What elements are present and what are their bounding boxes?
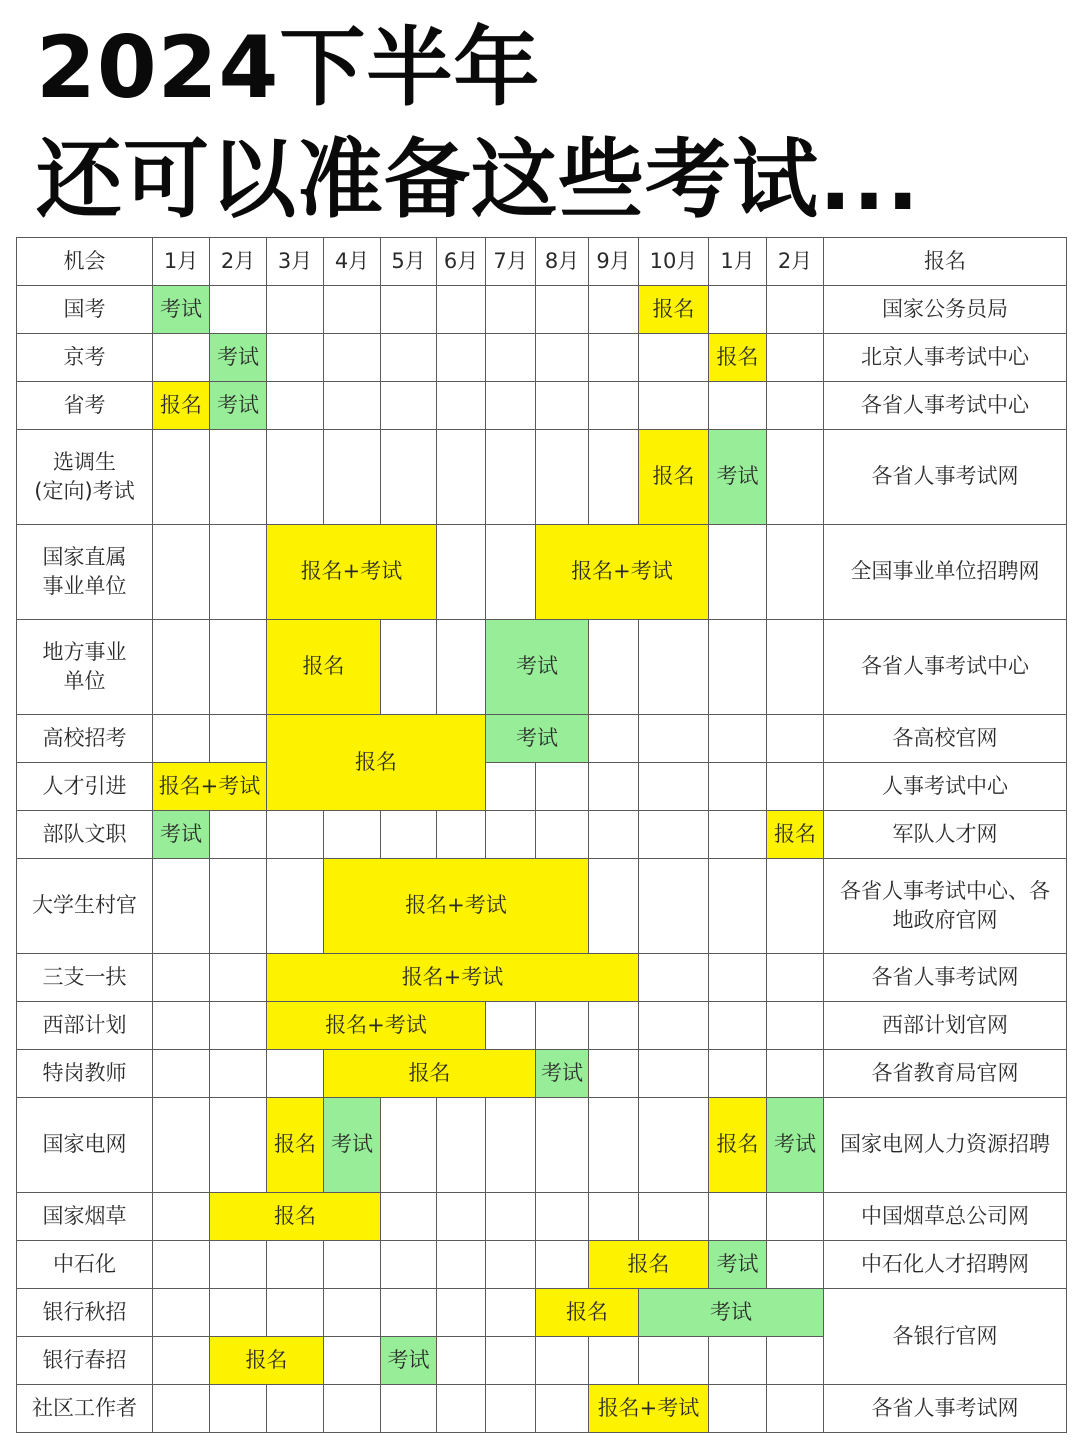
header-month: 6月	[437, 238, 486, 286]
empty-cell	[324, 286, 381, 334]
row-signup-site: 各省人事考试网	[824, 430, 1067, 525]
empty-cell	[709, 715, 767, 763]
registration-bar: 报名	[267, 715, 486, 811]
empty-cell	[437, 1289, 486, 1337]
empty-cell	[589, 1002, 639, 1050]
row-name: 国家直属 事业单位	[17, 525, 153, 620]
empty-cell	[437, 286, 486, 334]
empty-cell	[210, 1289, 267, 1337]
row-name: 部队文职	[17, 811, 153, 859]
table-row	[17, 1050, 1067, 1098]
registration-bar: 报名	[639, 430, 709, 525]
empty-cell	[536, 1193, 589, 1241]
exam-bar: 考试	[767, 1098, 824, 1193]
empty-cell	[437, 1098, 486, 1193]
empty-cell	[210, 620, 267, 715]
empty-cell	[437, 1385, 486, 1433]
empty-cell	[210, 525, 267, 620]
empty-cell	[267, 1050, 324, 1098]
row-signup-site: 各省人事考试中心	[824, 620, 1067, 715]
table-row	[17, 525, 1067, 620]
empty-cell	[767, 334, 824, 382]
empty-cell	[381, 334, 437, 382]
empty-cell	[210, 430, 267, 525]
empty-cell	[267, 1289, 324, 1337]
empty-cell	[709, 1337, 767, 1385]
row-name: 国考	[17, 286, 153, 334]
row-signup-site: 各高校官网	[824, 715, 1067, 763]
table-row	[17, 1385, 1067, 1433]
empty-cell	[709, 525, 767, 620]
row-name: 银行春招	[17, 1337, 153, 1385]
empty-cell	[267, 382, 324, 430]
page-title-line1: 2024下半年	[36, 18, 541, 118]
header-opportunity: 机会	[17, 238, 153, 286]
empty-cell	[486, 334, 536, 382]
row-signup-site: 中石化人才招聘网	[824, 1241, 1067, 1289]
empty-cell	[639, 1050, 709, 1098]
empty-cell	[153, 430, 210, 525]
empty-cell	[153, 1193, 210, 1241]
registration-bar: 报名+考试	[324, 859, 589, 954]
empty-cell	[639, 1193, 709, 1241]
empty-cell	[589, 1193, 639, 1241]
empty-cell	[153, 859, 210, 954]
row-name: 人才引进	[17, 763, 153, 811]
row-signup-site: 全国事业单位招聘网	[824, 525, 1067, 620]
empty-cell	[536, 382, 589, 430]
empty-cell	[536, 1385, 589, 1433]
empty-cell	[589, 382, 639, 430]
empty-cell	[486, 1002, 536, 1050]
row-name: 特岗教师	[17, 1050, 153, 1098]
row-name: 京考	[17, 334, 153, 382]
empty-cell	[536, 334, 589, 382]
row-signup-site: 各省人事考试网	[824, 1385, 1067, 1433]
exam-bar: 考试	[210, 334, 267, 382]
empty-cell	[153, 1002, 210, 1050]
table-row	[17, 1193, 1067, 1241]
empty-cell	[589, 334, 639, 382]
row-name: 社区工作者	[17, 1385, 153, 1433]
empty-cell	[153, 1241, 210, 1289]
empty-cell	[267, 334, 324, 382]
registration-bar: 报名	[267, 620, 381, 715]
empty-cell	[589, 715, 639, 763]
registration-bar: 报名	[709, 334, 767, 382]
empty-cell	[767, 1241, 824, 1289]
table-body	[17, 286, 1067, 1433]
empty-cell	[210, 1385, 267, 1433]
empty-cell	[767, 430, 824, 525]
empty-cell	[639, 859, 709, 954]
empty-cell	[153, 1098, 210, 1193]
registration-bar: 报名	[767, 811, 824, 859]
exam-bar: 考试	[709, 430, 767, 525]
row-signup-site: 中国烟草总公司网	[824, 1193, 1067, 1241]
empty-cell	[324, 430, 381, 525]
registration-bar: 报名+考试	[267, 954, 639, 1002]
empty-cell	[709, 1193, 767, 1241]
row-name: 国家电网	[17, 1098, 153, 1193]
empty-cell	[381, 811, 437, 859]
empty-cell	[767, 382, 824, 430]
table-row	[17, 382, 1067, 430]
empty-cell	[536, 763, 589, 811]
empty-cell	[589, 1050, 639, 1098]
table-row	[17, 286, 1067, 334]
table-row	[17, 715, 1067, 763]
table-row	[17, 1098, 1067, 1193]
empty-cell	[486, 1385, 536, 1433]
row-signup-site: 国家公务员局	[824, 286, 1067, 334]
row-signup-site: 军队人才网	[824, 811, 1067, 859]
empty-cell	[381, 382, 437, 430]
page-title-line2: 还可以准备这些考试...	[36, 130, 921, 230]
empty-cell	[767, 715, 824, 763]
registration-bar: 报名	[267, 1098, 324, 1193]
empty-cell	[210, 811, 267, 859]
empty-cell	[153, 334, 210, 382]
registration-bar: 报名	[324, 1050, 536, 1098]
empty-cell	[709, 954, 767, 1002]
header-month: 8月	[536, 238, 589, 286]
header-month: 7月	[486, 238, 536, 286]
empty-cell	[381, 620, 437, 715]
empty-cell	[486, 763, 536, 811]
empty-cell	[381, 430, 437, 525]
row-signup-site: 北京人事考试中心	[824, 334, 1067, 382]
exam-schedule-table	[16, 237, 1067, 1433]
empty-cell	[210, 715, 267, 763]
empty-cell	[486, 525, 536, 620]
row-name: 选调生 (定向)考试	[17, 430, 153, 525]
empty-cell	[589, 811, 639, 859]
header-month: 1月	[709, 238, 767, 286]
row-name: 省考	[17, 382, 153, 430]
empty-cell	[767, 1385, 824, 1433]
row-signup-site: 国家电网人力资源招聘	[824, 1098, 1067, 1193]
empty-cell	[767, 286, 824, 334]
empty-cell	[486, 1193, 536, 1241]
empty-cell	[536, 430, 589, 525]
table-row	[17, 620, 1067, 715]
table-row	[17, 1289, 1067, 1337]
registration-bar: 报名	[709, 1098, 767, 1193]
empty-cell	[153, 1385, 210, 1433]
registration-bar: 报名+考试	[589, 1385, 709, 1433]
empty-cell	[589, 859, 639, 954]
registration-bar: 报名+考试	[536, 525, 709, 620]
empty-cell	[767, 620, 824, 715]
header-month: 4月	[324, 238, 381, 286]
empty-cell	[709, 1050, 767, 1098]
empty-cell	[153, 1337, 210, 1385]
registration-bar: 报名	[153, 382, 210, 430]
empty-cell	[536, 1241, 589, 1289]
empty-cell	[536, 286, 589, 334]
empty-cell	[767, 525, 824, 620]
empty-cell	[767, 1337, 824, 1385]
empty-cell	[381, 1241, 437, 1289]
empty-cell	[639, 715, 709, 763]
row-name: 中石化	[17, 1241, 153, 1289]
registration-bar: 报名	[536, 1289, 639, 1337]
empty-cell	[767, 1050, 824, 1098]
exam-bar: 考试	[153, 286, 210, 334]
empty-cell	[153, 620, 210, 715]
empty-cell	[486, 1289, 536, 1337]
empty-cell	[437, 1241, 486, 1289]
row-signup-site: 各银行官网	[824, 1289, 1067, 1385]
header-month: 9月	[589, 238, 639, 286]
empty-cell	[709, 1002, 767, 1050]
registration-bar: 报名	[210, 1337, 324, 1385]
empty-cell	[437, 430, 486, 525]
empty-cell	[486, 430, 536, 525]
empty-cell	[639, 1002, 709, 1050]
empty-cell	[324, 1337, 381, 1385]
registration-bar: 报名	[639, 286, 709, 334]
header-month: 5月	[381, 238, 437, 286]
empty-cell	[589, 430, 639, 525]
exam-bar: 考试	[210, 382, 267, 430]
empty-cell	[536, 1002, 589, 1050]
exam-bar: 考试	[381, 1337, 437, 1385]
empty-cell	[767, 763, 824, 811]
table-row	[17, 811, 1067, 859]
empty-cell	[639, 763, 709, 811]
empty-cell	[267, 859, 324, 954]
empty-cell	[709, 286, 767, 334]
empty-cell	[267, 811, 324, 859]
empty-cell	[639, 1337, 709, 1385]
empty-cell	[210, 1002, 267, 1050]
empty-cell	[486, 382, 536, 430]
empty-cell	[324, 1289, 381, 1337]
empty-cell	[486, 811, 536, 859]
empty-cell	[210, 1241, 267, 1289]
registration-bar: 报名	[210, 1193, 381, 1241]
table-row	[17, 1241, 1067, 1289]
empty-cell	[639, 620, 709, 715]
empty-cell	[381, 1098, 437, 1193]
row-signup-site: 西部计划官网	[824, 1002, 1067, 1050]
registration-bar: 报名	[589, 1241, 709, 1289]
empty-cell	[153, 1050, 210, 1098]
exam-bar: 考试	[324, 1098, 381, 1193]
empty-cell	[639, 811, 709, 859]
empty-cell	[437, 811, 486, 859]
exam-bar: 考试	[153, 811, 210, 859]
empty-cell	[709, 382, 767, 430]
empty-cell	[486, 286, 536, 334]
empty-cell	[589, 1098, 639, 1193]
empty-cell	[210, 954, 267, 1002]
empty-cell	[210, 859, 267, 954]
empty-cell	[210, 1050, 267, 1098]
empty-cell	[437, 382, 486, 430]
empty-cell	[267, 1385, 324, 1433]
empty-cell	[639, 954, 709, 1002]
exam-bar: 考试	[486, 620, 589, 715]
empty-cell	[639, 334, 709, 382]
empty-cell	[437, 334, 486, 382]
row-signup-site: 各省教育局官网	[824, 1050, 1067, 1098]
table-row	[17, 859, 1067, 954]
empty-cell	[709, 811, 767, 859]
exam-bar: 考试	[536, 1050, 589, 1098]
registration-bar: 报名+考试	[267, 525, 437, 620]
empty-cell	[767, 1002, 824, 1050]
header-month: 10月	[639, 238, 709, 286]
empty-cell	[639, 1098, 709, 1193]
row-name: 地方事业 单位	[17, 620, 153, 715]
header-month: 2月	[210, 238, 267, 286]
empty-cell	[536, 811, 589, 859]
empty-cell	[486, 1241, 536, 1289]
empty-cell	[767, 1193, 824, 1241]
empty-cell	[153, 525, 210, 620]
empty-cell	[536, 1337, 589, 1385]
empty-cell	[589, 1337, 639, 1385]
empty-cell	[437, 525, 486, 620]
empty-cell	[589, 286, 639, 334]
empty-cell	[437, 620, 486, 715]
empty-cell	[153, 1289, 210, 1337]
row-name: 银行秋招	[17, 1289, 153, 1337]
empty-cell	[324, 382, 381, 430]
table-header-row	[17, 238, 1067, 286]
empty-cell	[267, 286, 324, 334]
empty-cell	[381, 1193, 437, 1241]
row-name: 西部计划	[17, 1002, 153, 1050]
empty-cell	[267, 1241, 324, 1289]
empty-cell	[153, 715, 210, 763]
exam-bar: 考试	[639, 1289, 824, 1337]
header-month: 3月	[267, 238, 324, 286]
registration-bar: 报名+考试	[267, 1002, 486, 1050]
empty-cell	[437, 1337, 486, 1385]
empty-cell	[324, 1385, 381, 1433]
empty-cell	[709, 763, 767, 811]
empty-cell	[767, 859, 824, 954]
empty-cell	[639, 382, 709, 430]
empty-cell	[709, 620, 767, 715]
table-row	[17, 334, 1067, 382]
empty-cell	[536, 1098, 589, 1193]
exam-bar: 考试	[486, 715, 589, 763]
empty-cell	[709, 1385, 767, 1433]
empty-cell	[267, 430, 324, 525]
empty-cell	[381, 1289, 437, 1337]
empty-cell	[437, 1193, 486, 1241]
row-name: 大学生村官	[17, 859, 153, 954]
table-row	[17, 954, 1067, 1002]
exam-bar: 考试	[709, 1241, 767, 1289]
row-signup-site: 人事考试中心	[824, 763, 1067, 811]
empty-cell	[324, 811, 381, 859]
empty-cell	[210, 286, 267, 334]
row-name: 三支一扶	[17, 954, 153, 1002]
header-month: 2月	[767, 238, 824, 286]
empty-cell	[210, 1098, 267, 1193]
empty-cell	[709, 859, 767, 954]
empty-cell	[767, 954, 824, 1002]
empty-cell	[381, 286, 437, 334]
empty-cell	[324, 334, 381, 382]
empty-cell	[589, 763, 639, 811]
header-signup: 报名	[824, 238, 1067, 286]
empty-cell	[153, 954, 210, 1002]
row-name: 国家烟草	[17, 1193, 153, 1241]
empty-cell	[381, 1385, 437, 1433]
header-month: 1月	[153, 238, 210, 286]
empty-cell	[589, 620, 639, 715]
table-row	[17, 430, 1067, 525]
row-signup-site: 各省人事考试网	[824, 954, 1067, 1002]
row-signup-site: 各省人事考试中心、各 地政府官网	[824, 859, 1067, 954]
table-row	[17, 763, 1067, 811]
empty-cell	[324, 1241, 381, 1289]
table-row	[17, 1002, 1067, 1050]
row-signup-site: 各省人事考试中心	[824, 382, 1067, 430]
registration-bar: 报名+考试	[153, 763, 267, 811]
empty-cell	[486, 1098, 536, 1193]
empty-cell	[486, 1337, 536, 1385]
row-name: 高校招考	[17, 715, 153, 763]
